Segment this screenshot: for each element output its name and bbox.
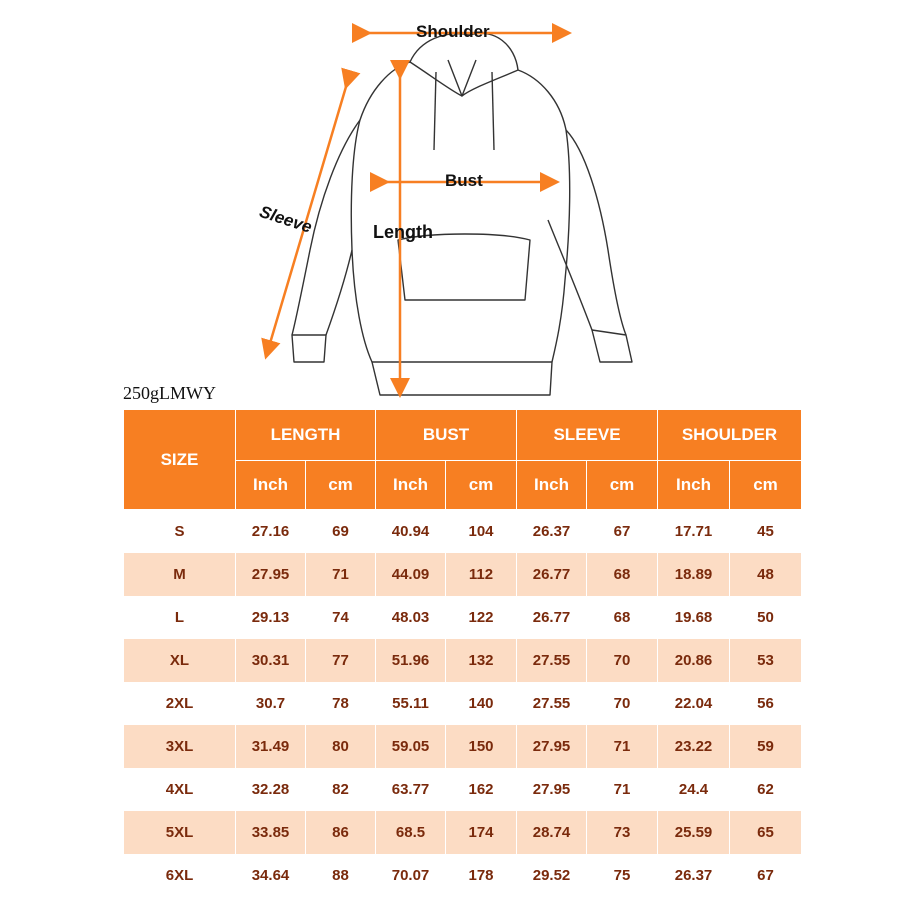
hoodie-diagram bbox=[0, 0, 900, 400]
measurement-cell: 22.04 bbox=[658, 682, 730, 725]
measurement-cell: 26.37 bbox=[658, 854, 730, 897]
measurement-cell: 70 bbox=[587, 639, 658, 682]
measurement-cell: 67 bbox=[587, 510, 658, 554]
shoulder-label: Shoulder bbox=[416, 22, 490, 41]
measurement-cell: 17.71 bbox=[658, 510, 730, 554]
measurement-cell: 75 bbox=[587, 854, 658, 897]
measurement-cell: 44.09 bbox=[376, 553, 446, 596]
measurement-cell: 174 bbox=[446, 811, 517, 854]
measurement-cell: 31.49 bbox=[236, 725, 306, 768]
sleeve-label: Sleeve bbox=[257, 202, 315, 237]
table-row bbox=[124, 725, 802, 768]
size-cell: 5XL bbox=[124, 811, 236, 854]
measurement-cell: 23.22 bbox=[658, 725, 730, 768]
measurement-cell: 69 bbox=[306, 510, 376, 554]
measurement-cell: 77 bbox=[306, 639, 376, 682]
measurement-cell: 70.07 bbox=[376, 854, 446, 897]
length-label: Length bbox=[373, 222, 433, 242]
measurement-cell: 51.96 bbox=[376, 639, 446, 682]
hoodie-outline bbox=[292, 33, 632, 395]
measurement-cell: 71 bbox=[587, 768, 658, 811]
measurement-cell: 27.16 bbox=[236, 510, 306, 554]
unit-header: Inch bbox=[376, 461, 446, 510]
measurement-cell: 68 bbox=[587, 553, 658, 596]
measurement-cell: 80 bbox=[306, 725, 376, 768]
unit-header: Inch bbox=[658, 461, 730, 510]
size-chart-table bbox=[123, 409, 802, 897]
unit-header: Inch bbox=[236, 461, 306, 510]
table-row bbox=[124, 768, 802, 811]
measurement-cell: 33.85 bbox=[236, 811, 306, 854]
unit-header: Inch bbox=[517, 461, 587, 510]
size-cell: XL bbox=[124, 639, 236, 682]
model-code: 250gLMWY bbox=[123, 383, 216, 403]
table-row bbox=[124, 553, 802, 596]
table-row bbox=[124, 682, 802, 725]
size-cell: 6XL bbox=[124, 854, 236, 897]
measurement-cell: 20.86 bbox=[658, 639, 730, 682]
measurement-cell: 27.55 bbox=[517, 639, 587, 682]
measurement-cell: 132 bbox=[446, 639, 517, 682]
size-cell: L bbox=[124, 596, 236, 639]
measurement-cell: 178 bbox=[446, 854, 517, 897]
unit-header: cm bbox=[730, 461, 802, 510]
measurement-cell: 28.74 bbox=[517, 811, 587, 854]
bust-label: Bust bbox=[445, 171, 483, 190]
table-row bbox=[124, 811, 802, 854]
size-cell: M bbox=[124, 553, 236, 596]
measurement-cell: 67 bbox=[730, 854, 802, 897]
measurement-cell: 56 bbox=[730, 682, 802, 725]
measurement-cell: 74 bbox=[306, 596, 376, 639]
measurement-cell: 45 bbox=[730, 510, 802, 554]
measurement-cell: 59 bbox=[730, 725, 802, 768]
measurement-cell: 65 bbox=[730, 811, 802, 854]
unit-header: cm bbox=[587, 461, 658, 510]
measurement-cell: 27.95 bbox=[236, 553, 306, 596]
measurement-cell: 27.95 bbox=[517, 768, 587, 811]
measurement-cell: 26.77 bbox=[517, 596, 587, 639]
measurement-cell: 71 bbox=[587, 725, 658, 768]
size-cell: S bbox=[124, 510, 236, 554]
size-cell: 4XL bbox=[124, 768, 236, 811]
group-header-sleeve: SLEEVE bbox=[517, 410, 658, 461]
measurement-cell: 150 bbox=[446, 725, 517, 768]
table-row bbox=[124, 639, 802, 682]
size-header: SIZE bbox=[124, 410, 236, 510]
measurement-cell: 48.03 bbox=[376, 596, 446, 639]
measurement-cell: 104 bbox=[446, 510, 517, 554]
group-header-length: LENGTH bbox=[236, 410, 376, 461]
measurement-cell: 71 bbox=[306, 553, 376, 596]
measurement-cell: 26.37 bbox=[517, 510, 587, 554]
measurement-cell: 78 bbox=[306, 682, 376, 725]
unit-header: cm bbox=[446, 461, 517, 510]
measurement-cell: 53 bbox=[730, 639, 802, 682]
measurement-cell: 29.13 bbox=[236, 596, 306, 639]
measurement-cell: 73 bbox=[587, 811, 658, 854]
table-row bbox=[124, 510, 802, 554]
measurement-cell: 29.52 bbox=[517, 854, 587, 897]
measurement-cell: 162 bbox=[446, 768, 517, 811]
measurement-cell: 40.94 bbox=[376, 510, 446, 554]
measurement-cell: 19.68 bbox=[658, 596, 730, 639]
measurement-cell: 140 bbox=[446, 682, 517, 725]
measurement-cell: 122 bbox=[446, 596, 517, 639]
size-cell: 3XL bbox=[124, 725, 236, 768]
measurement-cell: 24.4 bbox=[658, 768, 730, 811]
group-header-shoulder: SHOULDER bbox=[658, 410, 802, 461]
measurement-cell: 30.31 bbox=[236, 639, 306, 682]
group-header-bust: BUST bbox=[376, 410, 517, 461]
measurement-cell: 26.77 bbox=[517, 553, 587, 596]
unit-header: cm bbox=[306, 461, 376, 510]
measurement-cell: 70 bbox=[587, 682, 658, 725]
measurement-cell: 112 bbox=[446, 553, 517, 596]
measurement-cell: 68.5 bbox=[376, 811, 446, 854]
table-row bbox=[124, 854, 802, 897]
measurement-cell: 27.55 bbox=[517, 682, 587, 725]
measurement-cell: 48 bbox=[730, 553, 802, 596]
measurement-cell: 55.11 bbox=[376, 682, 446, 725]
measurement-cell: 82 bbox=[306, 768, 376, 811]
measurement-cell: 25.59 bbox=[658, 811, 730, 854]
measurement-cell: 62 bbox=[730, 768, 802, 811]
measurement-cell: 68 bbox=[587, 596, 658, 639]
measurement-cell: 34.64 bbox=[236, 854, 306, 897]
measurement-cell: 50 bbox=[730, 596, 802, 639]
size-rows bbox=[124, 510, 802, 898]
measurement-cell: 27.95 bbox=[517, 725, 587, 768]
measurement-cell: 88 bbox=[306, 854, 376, 897]
size-cell: 2XL bbox=[124, 682, 236, 725]
measurement-cell: 32.28 bbox=[236, 768, 306, 811]
measurement-cell: 30.7 bbox=[236, 682, 306, 725]
measurement-cell: 63.77 bbox=[376, 768, 446, 811]
measurement-cell: 59.05 bbox=[376, 725, 446, 768]
table-row bbox=[124, 596, 802, 639]
measurement-cell: 18.89 bbox=[658, 553, 730, 596]
measurement-cell: 86 bbox=[306, 811, 376, 854]
